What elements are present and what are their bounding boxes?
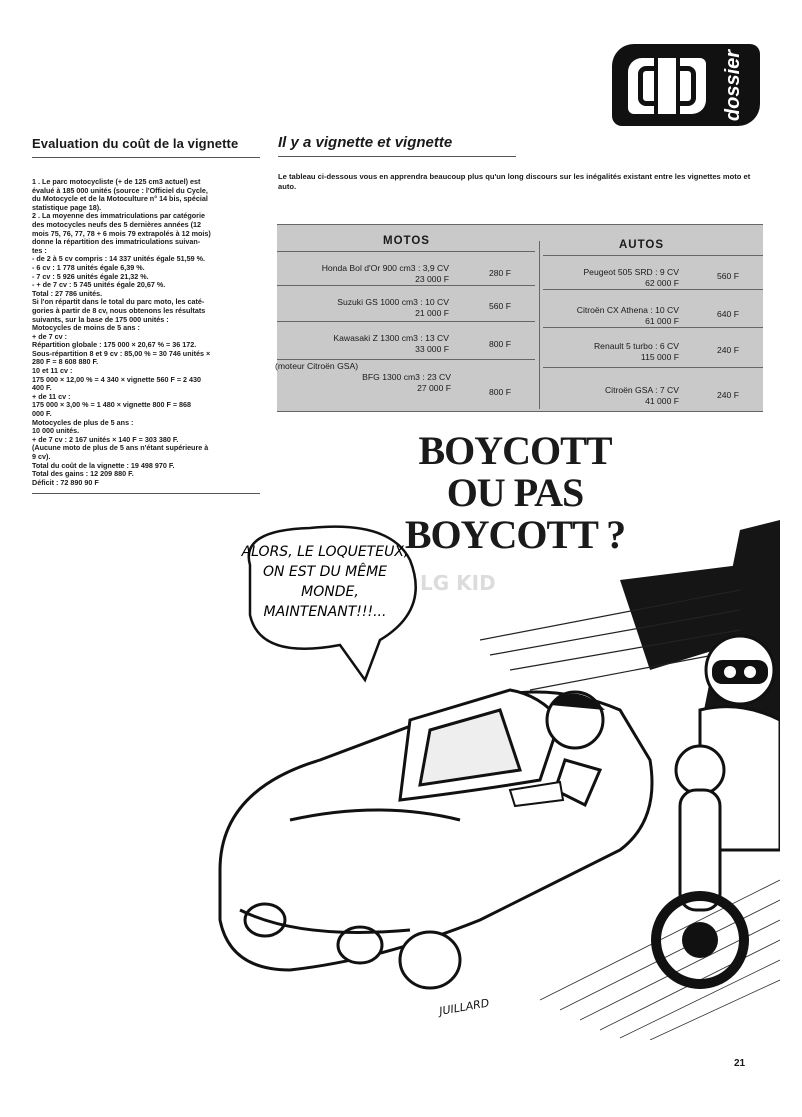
body-line: 1 . Le parc motocycliste (+ de 125 cm3 actuel) est [32, 177, 201, 186]
logo-label: dossier [722, 49, 745, 121]
moto-vignette-price: 560 F [489, 301, 511, 311]
body-line: 400 F. [32, 383, 52, 393]
auto-vignette-price: 240 F [717, 345, 739, 355]
article-heading [278, 134, 516, 157]
article-intro: Le tableau ci-dessous vous en apprendra beaucoup plus qu'un long discours sur les inégalités existant entre les vignettes moto et auto. [278, 172, 751, 191]
body-line: suivants, sur la base de 175 000 unités : [32, 314, 169, 324]
page-number: 21 [734, 1058, 746, 1069]
body-line: du Motocycle et de la Motoculture n° 14 bis, spécial [32, 194, 208, 204]
logo-frame [628, 58, 706, 114]
body-line: donne la répartition des immatriculations suivan- [32, 237, 201, 247]
speech-bubble [241, 527, 416, 680]
body-line: Total du coût de la vignette : 19 498 970 F. [32, 460, 175, 470]
cartoon-illustration [180, 520, 780, 1040]
vignette-comparison-table [277, 224, 763, 412]
body-line: + de 7 cv : 2 167 unités × 140 F = 303 380 F. [32, 434, 179, 444]
body-line: 280 F = 8 608 880 F. [32, 357, 99, 367]
auto-vignette-price: 640 F [717, 309, 739, 319]
body-line: + de 7 cv : [32, 331, 67, 341]
auto-row: Citroën GSA : 7 CV 41 000 F [604, 385, 679, 406]
boycott-headline: BOYCOTT OU PAS BOYCOTT ? [404, 428, 626, 557]
body-line: 175 000 × 3,00 % = 1 480 × vignette 800 F = 868 [32, 400, 192, 410]
svg-text:LG KID: LG KID [420, 571, 496, 595]
moto-row: Kawasaki Z 1300 cm3 : 13 CV 33 000 F [333, 333, 449, 354]
moto-vignette-price: 800 F [489, 387, 511, 397]
column-bottom-rule [32, 493, 260, 494]
body-line: - + de 7 cv : 5 745 unités égale 20,67 %. [32, 280, 166, 290]
moto-row: Honda Bol d'Or 900 cm3 : 3,9 CV 23 000 F [321, 263, 449, 284]
body-line: gories à partir de 8 cv, nous obtenons les résultats [32, 305, 206, 315]
auto-row: Citroën CX Athena : 10 CV 61 000 F [576, 305, 679, 326]
motorcyclist-drawing [656, 636, 780, 984]
body-line: Motocycles de moins de 5 ans : [32, 323, 140, 333]
body-line: statistique page 18). [32, 202, 102, 212]
auto-vignette-price: 560 F [717, 271, 739, 281]
autos-header: AUTOS [619, 239, 665, 251]
body-line: Motocycles de plus de 5 ans : [32, 417, 134, 427]
dossier-logo [612, 44, 760, 126]
cost-evaluation-body [32, 178, 260, 487]
body-line: 000 F. [32, 409, 52, 419]
body-line: Total : 27 786 unités. [32, 288, 103, 298]
body-line: + de 11 cv : [32, 391, 71, 401]
body-line: - 7 cv : 5 926 unités égale 21,32 %. [32, 271, 149, 281]
moto-vignette-price: 800 F [489, 339, 511, 349]
svg-text:MONDE,: MONDE, [301, 584, 359, 600]
svg-text:MAINTENANT!!!...: MAINTENANT!!!... [263, 604, 387, 620]
svg-text:ON EST DU MÊME: ON EST DU MÊME [262, 564, 388, 580]
body-line: 10 et 11 cv : [32, 366, 73, 376]
body-line: 2 . La moyenne des immatriculations par catégorie [32, 211, 205, 221]
body-line: Sous-répartition 8 et 9 cv : 85,00 % = 30 746 unités × [32, 348, 211, 358]
body-line: 175 000 × 12,00 % = 4 340 × vignette 560 F = 2 430 [32, 374, 202, 384]
moto-vignette-price: 280 F [489, 268, 511, 278]
body-line: Déficit : 72 890 90 F [32, 477, 99, 487]
article-title: Il y a vignette et vignette [278, 134, 516, 157]
moto-row: Suzuki GS 1000 cm3 : 10 CV 21 000 F [337, 297, 449, 318]
body-line: Si l'on répartit dans le total du parc moto, les caté- [32, 297, 205, 307]
body-line: - 6 cv : 1 778 unités égale 6,39 %. [32, 262, 145, 272]
body-line: 9 cv). [32, 452, 51, 461]
cost-evaluation-column [32, 136, 260, 494]
body-line: des motocycles neufs des 5 dernières années (12 [32, 219, 201, 229]
body-line: Total des gains : 12 209 880 F. [32, 469, 134, 479]
cost-evaluation-title: Evaluation du coût de la vignette [32, 136, 260, 158]
auto-vignette-price: 240 F [717, 390, 739, 400]
body-line: - de 2 à 5 cv compris : 14 337 unités égale 51,59 %. [32, 254, 205, 264]
motos-header: MOTOS [383, 235, 430, 247]
svg-text:ALORS, LE LOQUETEUX,: ALORS, LE LOQUETEUX, [241, 544, 409, 560]
body-line: évalué à 185 000 unités (source : l'Officiel du Cycle, [32, 185, 208, 195]
auto-row: Renault 5 turbo : 6 CV 115 000 F [593, 341, 679, 362]
moto-row: (moteur Citroën GSA) BFG 1300 cm3 : 23 CV 27 000 F [275, 361, 451, 393]
body-line: tes : [32, 245, 47, 255]
body-line: 10 000 unités. [32, 426, 80, 436]
svg-text:JUILLARD: JUILLARD [438, 996, 491, 1018]
body-line: Répartition globale : 175 000 × 20,67 % = 36 172. [32, 340, 197, 350]
auto-row: Peugeot 505 SRD : 9 CV 62 000 F [583, 267, 679, 288]
body-line: mois 75, 76, 77, 78 + 6 mois 79 extrapolés à 12 mois) [32, 228, 211, 238]
body-line: (Aucune moto de plus de 5 ans n'étant supérieure à [32, 443, 209, 453]
